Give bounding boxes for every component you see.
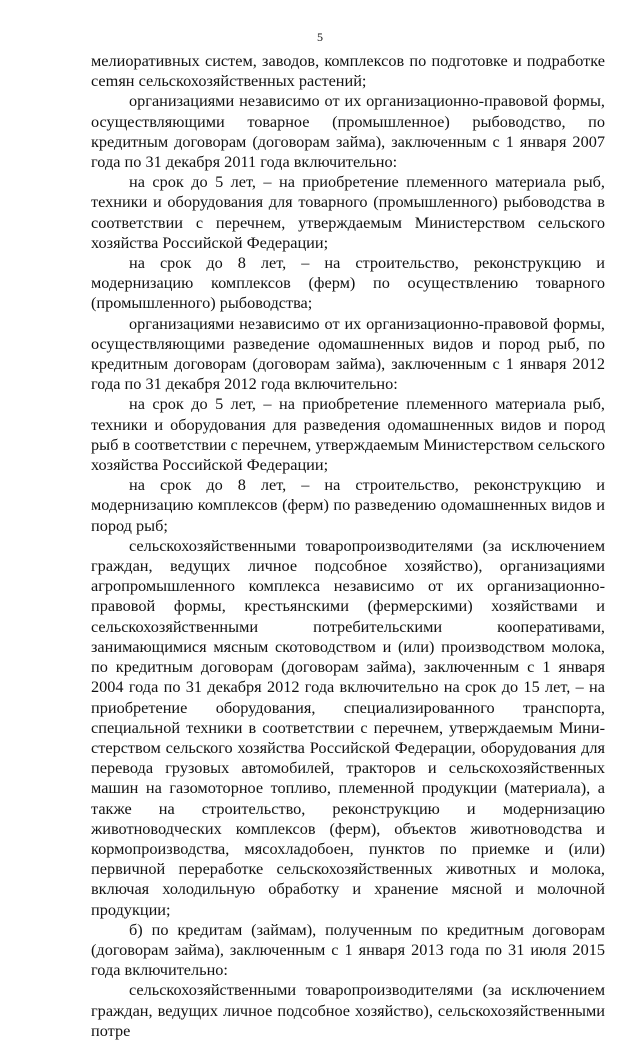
- paragraph: на срок до 8 лет, – на строительство, реконструкцию и модернизацию комплексов (ферм) по осуществлению товарного (промышленного) рыбоводства;: [91, 253, 605, 313]
- paragraph: организациями независимо от их организационно-правовой формы, осуществляющими разведение одомашненных видов и пород рыб, по кредитным договорам (договорам займа), заключенным с 1 января 2012 года по 31 декабря 2012 года включительно:: [91, 313, 605, 394]
- paragraph: сельскохозяйственными товаропроизводителями (за исключением граждан, ведущих личное подсобное хозяйство), организациями агропромышленного комплекса независимо от их организационно-правовой формы, крестьянскими (фермерскими) хозяйствами и сельскохозяйственными потребительскими кооперативами, занимающимися мясным скотоводством и (или) производством молока, по кредитным договорам (договорам займа), заключенным с 1 января 2004 года по 31 декабря 2012 года включительно на срок до 15 лет, – на приобретение оборудования, специализированного транспорта, специальной техники в соответствии с перечнем, утверждаемым Министерством сельского хозяйства Российской Федерации, оборудования для перевода грузовых автомобилей, тракторов и сельскохозяйственных машин на газомоторное топливо, племенной продукции (материала), а также на строительство, реконструкцию и модернизацию животноводческих комплексов (ферм), объектов животноводства и кормопроизводства, мясохладобоен, пунктов по приемке и (или) первичной переработке сельскохозяйственных животных и молока, включая холодильную обработку и хранение мясной и молочной продукции;: [91, 535, 605, 919]
- paragraph: сельскохозяйственными товаропроизводителями (за исключением граждан, ведущих личное подсобное хозяйство), сельскохозяйственными потре: [91, 980, 605, 1040]
- paragraph: мелиоративных систем, заводов, комплексов по подготовке и подработке сеmян сельскохозяйственных растений;: [91, 51, 605, 91]
- page-number: 5: [317, 30, 323, 44]
- paragraph: на срок до 5 лет, – на приобретение племенного материала рыб, техники и оборудования для товарного (промышленного) рыбоводства в соответствии с перечнем, утверждаемым Министерством сельского хозяйства Российской Федерации;: [91, 172, 605, 252]
- paragraph: организациями независимо от их организационно-правовой формы, осуществляющими товарное (промышленное) рыбоводство, по кредитным договорам (договорам займа), заключенным с 1 января 2007 года по 31 декабря 2011 года включительно:: [91, 91, 605, 172]
- paragraph: б) по кредитам (займам), полученным по кредитным договорам (договорам займа), заключенным с 1 января 2013 года по 31 июля 2015 года включительно:: [91, 919, 605, 980]
- paragraph: на срок до 5 лет, – на приобретение племенного материала рыб, техники и оборудования для разведения одомашненных видов и пород рыб в соответствии с перечнем, утверждаемым Министерством сельского хозяйства Российской Федерации;: [91, 394, 605, 475]
- paragraph: на срок до 8 лет, – на строительство, реконструкцию и модернизацию комплексов (ферм) по разведению одомашненных видов и пород рыб;: [91, 475, 605, 535]
- document-body: [91, 51, 605, 1041]
